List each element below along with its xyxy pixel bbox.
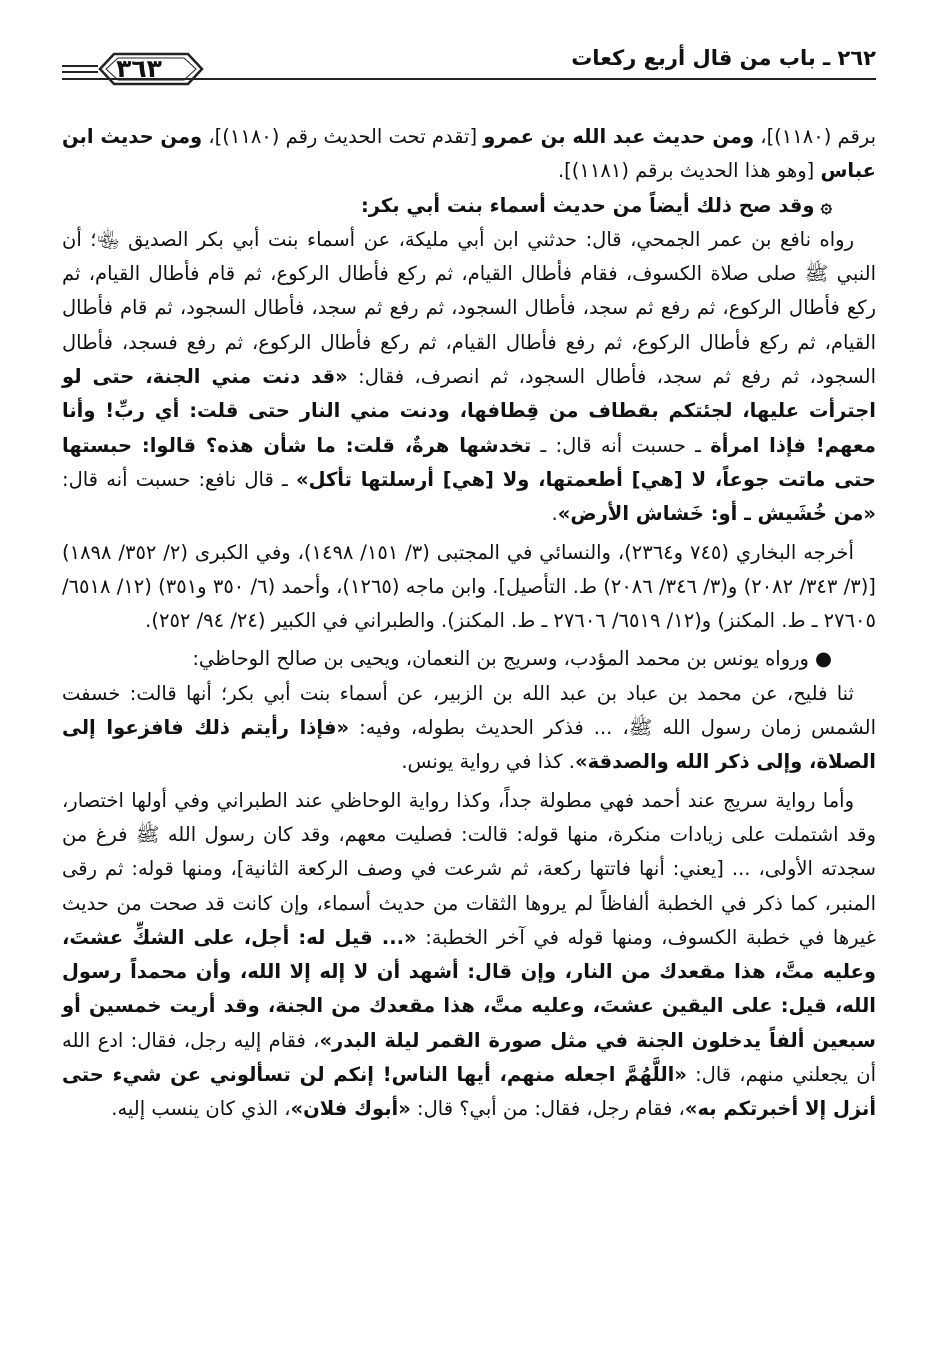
text-segment: [وهو هذا الحديث برقم (١١٨١)]. [557, 159, 821, 183]
page-body-text [62, 120, 876, 1127]
emphasized-text: وقد صح ذلك أيضاً من حديث أسماء بنت أبي بكر: [361, 193, 815, 217]
text-segment: ، فقام إليه رجل، فقال: ادع الله أن يجعلني منهم، قال: [62, 1028, 876, 1087]
emphasized-text: «اللَّهُمَّ اجعله منهم، أيها الناس! إنكم لن تسألوني عن شيء حتى أنزل إلا أخبرتكم به» [62, 1063, 876, 1121]
emphasized-text: تخدشها هرةٌ، قلت: ما شأن هذه؟ قالوا: حبستها حتى ماتت جوعاً، لا [هي] أطعمتها، ولا [هي] أرسلتها تأكل» [62, 433, 876, 491]
paragraph-marker: ● [814, 647, 832, 671]
paragraph [62, 784, 876, 1127]
text-segment: رواه نافع بن عمر الجمحي، قال: حدثني ابن أبي مليكة، عن أسماء بنت أبي بكر الصديق ﵄؛ أن النبي ﷺ صلى صلاة الكسوف، فقام فأطال القيام، ثم ركع فأطال الركوع، ثم قام فأطال القيام، ثم ركع فأطال الركوع، ثم رفع ثم سجد، فأطال السجود، ثم رفع ثم سجد، فأطال السجود، ثم قام فأطال القيام، ثم ركع فأطال الركوع، ثم رفع فأطال القيام، ثم ركع فأطال الركوع، ثم رفع فسجد، فأطال السجود، ثم رفع ثم سجد، فأطال السجود، ثم انصرف، فقال: [62, 227, 876, 389]
page-number: ٣٦٣ [116, 54, 162, 83]
text-segment: ، الذي كان ينسب إليه. [111, 1097, 291, 1121]
paragraph-marker: ۞ [820, 193, 832, 217]
text-segment: برقم (١١٨٠)]، [754, 125, 876, 148]
text-segment: أخرجه البخاري (٧٤٥ و٢٣٦٤)، والنسائي في المجتبى (٣/ ١٥١/ ١٤٩٨)، وفي الكبرى (٢/ ٣٥٢/ ١٨٩٨) [(٣/ ٣٤٣/ ٢٠٨٢) و(٣/ ٣٤٦/ ٢٠٨٦) ط. التأصيل]. وابن ماجه (١٢٦٥)، وأحمد (٦/ ٣٥٠ و٣٥١) (١٢/ ٦٥١٨/ ٢٧٦٠٥ ـ ط. المكنز) و(١٢/ ٦٥١٩/ ٢٧٦٠٦ ـ ط. المكنز). والطبراني في الكبير (٢٤/ ٩٤/ ٢٥٢). [62, 540, 876, 633]
emphasized-text: «أبوك فلان» [290, 1097, 411, 1121]
text-segment: . كذا في رواية يونس. [401, 750, 575, 774]
text-segment: ـ قال نافع: حسبت أنه قال: [62, 467, 296, 491]
text-segment: ، فقام رجل، فقال: من أبي؟ قال: [410, 1097, 685, 1121]
text-segment: . [551, 502, 558, 526]
paragraph [62, 677, 876, 780]
paragraph [62, 536, 876, 639]
paragraph [62, 189, 876, 223]
emphasized-text: ومن حديث ابن عباس [62, 125, 876, 183]
text-segment: ورواه يونس بن محمد المؤدب، وسريج بن النعمان، ويحيى بن صالح الوحاظي: [192, 647, 809, 671]
emphasized-text: ومن حديث عبد الله بن عمرو [483, 125, 755, 148]
emphasized-text: «... قيل له: أجل، على الشكِّ عشتَ، وعليه متَّ، هذا مقعدك من النار، وإن قال: أشهد أن لا إله إلا الله، وأن محمداً رسول الله، قيل: على اليقين عشتَ، وعليه متَّ، هذا مقعدك من الجنة، وقد أريت خمسين أو سبعين ألفاً يدخلون الجنة في مثل صورة القمر ليلة البدر» [62, 925, 876, 1052]
text-segment: [تقدم تحت الحديث رقم (١١٨٠)]، [202, 125, 484, 148]
text-segment: وأما رواية سريج عند أحمد فهي مطولة جداً، وكذا رواية الوحاظي عند الطبراني وفي أولها اختصار، وقد اشتملت على زيادات منكرة، منها قوله: قالت: فصليت معهم، وقد كان رسول الله ﷺ فرغ من سجدته الأولى، ... [يعني: أنها فاتتها ركعة، ثم شرعت في وصف الركعة الثانية]، ومنها قوله: ثم رقى المنبر، كما ذكر في الخطبة ألفاظاً لم يروها الثقات من حديث أسماء، وإن كانت قد صحت من حديث غيرها في خطبة الكسوف، ومنها قوله في آخر الخطبة: [62, 788, 876, 949]
paragraph [62, 223, 876, 532]
emphasized-text: «قد دنت مني الجنة، حتى لو اجترأت عليها، لجئتكم بقطاف من قِطافها، ودنت مني النار حتى قلت: أي ربِّ! وأنا معهم! فإذا امرأة [62, 365, 876, 457]
chapter-title: ٢٦٢ ـ باب من قال أربع ركعات [571, 46, 876, 70]
paragraph [62, 120, 876, 189]
emphasized-text: «فإذا رأيتم ذلك فافزعوا إلى الصلاة، وإلى ذكر الله والصدقة» [62, 716, 876, 774]
paragraph [62, 642, 876, 676]
text-segment: ـ حسبت أنه قال: ـ [531, 433, 711, 457]
text-segment: ثنا فليح، عن محمد بن عباد بن عبد الله بن الزبير، عن أسماء بنت أبي بكر؛ أنها قالت: خسفت الشمس زمان رسول الله ﷺ، ... فذكر الحديث بطوله، وفيه: [62, 681, 876, 740]
emphasized-text: «من خُشَيش ـ أو: خَشاش الأرض» [557, 502, 876, 526]
